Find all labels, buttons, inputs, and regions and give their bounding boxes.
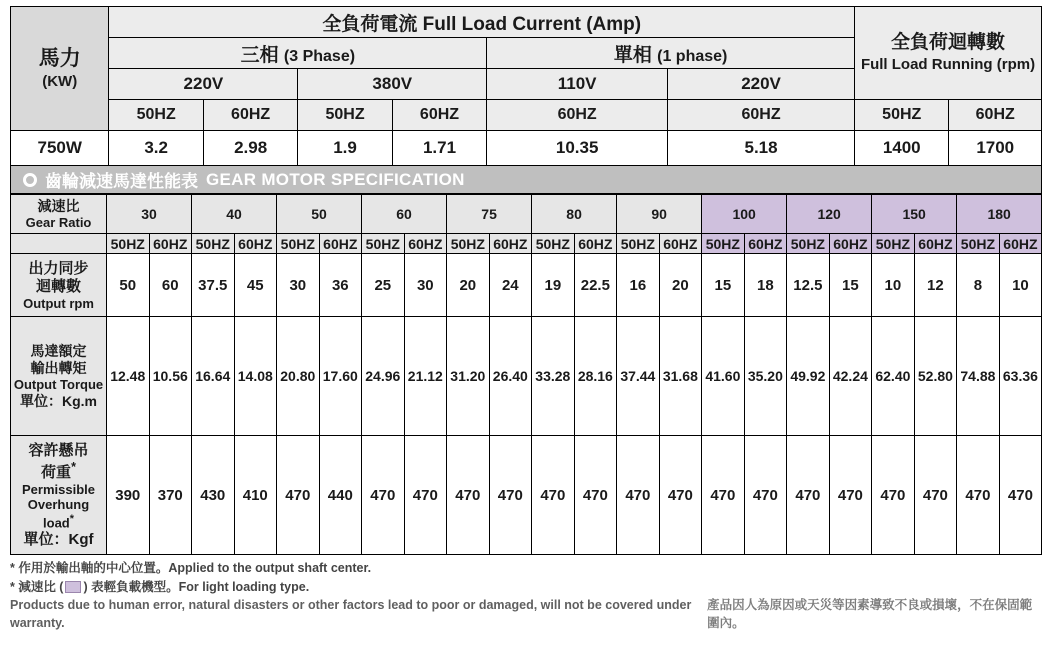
output-torque-row <box>11 317 1042 436</box>
torque-cell-20: 74.88 <box>957 317 1000 436</box>
rpm-cell-20: 8 <box>957 254 1000 317</box>
freq-cell-0: 50HZ <box>109 100 203 131</box>
output-rpm-row <box>11 254 1042 317</box>
current-110v-60hz: 10.35 <box>487 131 668 166</box>
overhung-load-label-en1: Permissible <box>22 481 95 497</box>
phase-1-en: (1 phase) <box>657 47 728 65</box>
hz-100-50: 50HZ <box>702 234 745 254</box>
rpm-cell-13: 20 <box>659 254 702 317</box>
output-torque-label <box>11 317 107 436</box>
ratio-50: 50 <box>277 195 362 234</box>
rpm-cell-18: 10 <box>872 254 915 317</box>
ratio-150: 150 <box>872 195 957 234</box>
torque-cell-0: 12.48 <box>107 317 150 436</box>
load-cell-16: 470 <box>787 436 830 555</box>
hz-90-50: 50HZ <box>617 234 660 254</box>
footnote-2-en: For light loading type. <box>178 579 310 594</box>
load-cell-1: 370 <box>149 436 192 555</box>
rpm-cell-17: 15 <box>829 254 872 317</box>
torque-cell-9: 26.40 <box>489 317 532 436</box>
output-torque-label-tw2: 輸出轉矩 <box>30 360 87 377</box>
footnote-2-cn-a: * 減速比 ( <box>10 579 64 594</box>
overhung-load-label-tw2 <box>13 460 104 482</box>
torque-cell-11: 28.16 <box>574 317 617 436</box>
rpm-cell-8: 20 <box>447 254 490 317</box>
load-cell-4: 470 <box>277 436 320 555</box>
hz-30-50: 50HZ <box>107 234 150 254</box>
overhung-load-label-en2-sup: * <box>69 513 74 526</box>
gear-ratio-row <box>11 195 1042 234</box>
hz-120-60: 60HZ <box>829 234 872 254</box>
target-dot-icon <box>23 173 37 187</box>
output-rpm-label-tw2: 迴轉數 <box>35 277 81 295</box>
hz-90-60: 60HZ <box>659 234 702 254</box>
current-220v-50hz: 3.2 <box>109 131 203 166</box>
hz-75-60: 60HZ <box>489 234 532 254</box>
current-220v-1ph-60hz: 5.18 <box>668 131 855 166</box>
full-load-current-table <box>10 6 1042 166</box>
hz-50-60: 60HZ <box>319 234 362 254</box>
hz-100-60: 60HZ <box>744 234 787 254</box>
load-cell-14: 470 <box>702 436 745 555</box>
overhung-load-label-en2 <box>13 497 104 531</box>
output-torque-label-en: Output Torque <box>13 376 104 392</box>
overhung-load-label-tw2-text: 荷重 <box>41 463 72 481</box>
hz-150-60: 60HZ <box>914 234 957 254</box>
gear-motor-banner <box>10 166 1042 194</box>
gear-ratio-label-tw: 減速比 <box>37 198 80 214</box>
load-cell-8: 470 <box>447 436 490 555</box>
full-load-current-header: 全負荷電流 Full Load Current (Amp) <box>109 7 855 38</box>
phase-3-tw: 三相 <box>240 44 279 66</box>
overhung-load-unit: 單位：Kgf <box>23 530 94 548</box>
footnote-3 <box>10 596 1042 632</box>
gear-ratio-label-en: Gear Ratio <box>25 214 92 230</box>
overhung-load-label-tw2-sup: * <box>71 459 76 474</box>
hz-40-60: 60HZ <box>234 234 277 254</box>
hz-180-50: 50HZ <box>957 234 1000 254</box>
footnote-3-en: Products due to human error, natural disasters or other factors lead to poor or damaged, will not be covered under warranty. <box>10 597 692 630</box>
load-cell-10: 470 <box>532 436 575 555</box>
freq-cell-5: 60HZ <box>668 100 855 131</box>
phase-3-en: (3 Phase) <box>283 47 356 65</box>
hz-180-60: 60HZ <box>999 234 1042 254</box>
torque-cell-3: 14.08 <box>234 317 277 436</box>
current-220v-60hz: 2.98 <box>203 131 297 166</box>
full-load-running-tw: 全負荷迴轉數 <box>891 31 1006 53</box>
load-cell-7: 470 <box>404 436 447 555</box>
voltage-220v-1ph: 220V <box>668 69 855 100</box>
output-torque-label-tw1: 馬達額定 <box>30 343 87 360</box>
load-cell-6: 470 <box>362 436 405 555</box>
freq-cell-1: 60HZ <box>203 100 297 131</box>
load-cell-0: 390 <box>107 436 150 555</box>
torque-cell-1: 10.56 <box>149 317 192 436</box>
load-cell-9: 470 <box>489 436 532 555</box>
load-cell-3: 410 <box>234 436 277 555</box>
rpm-cell-2: 37.5 <box>192 254 235 317</box>
freq-cell-2: 50HZ <box>298 100 392 131</box>
torque-cell-12: 37.44 <box>617 317 660 436</box>
voltage-110v-1ph: 110V <box>487 69 668 100</box>
full-load-running-en: Full Load Running (rpm) <box>860 56 1036 74</box>
hz-150-50: 50HZ <box>872 234 915 254</box>
torque-cell-16: 49.92 <box>787 317 830 436</box>
data-row-750w <box>11 131 1042 166</box>
torque-cell-10: 33.28 <box>532 317 575 436</box>
full-load-running-header <box>855 7 1042 100</box>
load-cell-11: 470 <box>574 436 617 555</box>
hz-50-50: 50HZ <box>277 234 320 254</box>
header-row-1 <box>11 7 1042 38</box>
footnote-2-cn-b: ) 表輕負載機型。 <box>83 579 179 594</box>
hz-60-60: 60HZ <box>404 234 447 254</box>
load-cell-21: 470 <box>999 436 1042 555</box>
load-cell-12: 470 <box>617 436 660 555</box>
load-cell-18: 470 <box>872 436 915 555</box>
hz-80-50: 50HZ <box>532 234 575 254</box>
power-header-cell <box>11 7 109 131</box>
overhung-load-label-tw1: 容許懸吊 <box>28 441 89 459</box>
power-value: 750W <box>11 131 109 166</box>
ratio-90: 90 <box>617 195 702 234</box>
phase-1-tw: 單相 <box>613 44 652 66</box>
running-rpm-50hz: 1400 <box>855 131 949 166</box>
rpm-cell-3: 45 <box>234 254 277 317</box>
freq-cell-7: 60HZ <box>949 100 1042 131</box>
running-rpm-60hz: 1700 <box>949 131 1042 166</box>
torque-cell-2: 16.64 <box>192 317 235 436</box>
current-380v-60hz: 1.71 <box>392 131 486 166</box>
power-header-tw: 馬力 <box>38 46 81 70</box>
hz-80-60: 60HZ <box>574 234 617 254</box>
output-torque-unit: 單位：Kg.m <box>20 392 97 409</box>
ratio-30: 30 <box>107 195 192 234</box>
gear-hz-label-spacer <box>11 234 107 254</box>
rpm-cell-21: 10 <box>999 254 1042 317</box>
load-cell-15: 470 <box>744 436 787 555</box>
torque-cell-8: 31.20 <box>447 317 490 436</box>
rpm-cell-6: 25 <box>362 254 405 317</box>
rpm-cell-7: 30 <box>404 254 447 317</box>
voltage-220v-3ph: 220V <box>109 69 298 100</box>
footnote-1-cn: * 作用於輸出軸的中心位置。 <box>10 561 169 576</box>
hz-30-60: 60HZ <box>149 234 192 254</box>
hz-120-50: 50HZ <box>787 234 830 254</box>
rpm-cell-15: 18 <box>744 254 787 317</box>
current-380v-50hz: 1.9 <box>298 131 392 166</box>
load-cell-20: 470 <box>957 436 1000 555</box>
rpm-cell-11: 22.5 <box>574 254 617 317</box>
rpm-cell-10: 19 <box>532 254 575 317</box>
rpm-cell-5: 36 <box>319 254 362 317</box>
banner-title-tw: 齒輪減速馬達性能表 <box>45 172 198 191</box>
load-cell-19: 470 <box>914 436 957 555</box>
freq-cell-3: 60HZ <box>392 100 486 131</box>
freq-cell-6: 50HZ <box>855 100 949 131</box>
hz-75-50: 50HZ <box>447 234 490 254</box>
rpm-cell-14: 15 <box>702 254 745 317</box>
hz-60-50: 50HZ <box>362 234 405 254</box>
ratio-40: 40 <box>192 195 277 234</box>
ratio-80: 80 <box>532 195 617 234</box>
torque-cell-15: 35.20 <box>744 317 787 436</box>
torque-cell-14: 41.60 <box>702 317 745 436</box>
gear-hz-row <box>11 234 1042 254</box>
light-load-color-swatch <box>65 581 81 593</box>
rpm-cell-0: 50 <box>107 254 150 317</box>
load-cell-2: 430 <box>192 436 235 555</box>
gear-motor-specification-table <box>10 194 1042 555</box>
hz-40-50: 50HZ <box>192 234 235 254</box>
ratio-180: 180 <box>957 195 1042 234</box>
overhung-load-label-en2-text: Overhung load <box>27 497 90 531</box>
power-header-unit: (KW) <box>42 72 78 90</box>
footnote-2 <box>10 578 1042 596</box>
rpm-cell-9: 24 <box>489 254 532 317</box>
torque-cell-18: 62.40 <box>872 317 915 436</box>
torque-cell-17: 42.24 <box>829 317 872 436</box>
torque-cell-6: 24.96 <box>362 317 405 436</box>
torque-cell-21: 63.36 <box>999 317 1042 436</box>
load-cell-17: 470 <box>829 436 872 555</box>
load-cell-5: 440 <box>319 436 362 555</box>
torque-cell-5: 17.60 <box>319 317 362 436</box>
output-rpm-label-en: Output rpm <box>23 295 94 311</box>
rpm-cell-1: 60 <box>149 254 192 317</box>
overhung-load-row <box>11 436 1042 555</box>
ratio-60: 60 <box>362 195 447 234</box>
voltage-380v-3ph: 380V <box>298 69 487 100</box>
torque-cell-7: 21.12 <box>404 317 447 436</box>
rpm-cell-19: 12 <box>914 254 957 317</box>
ratio-120: 120 <box>787 195 872 234</box>
torque-cell-19: 52.80 <box>914 317 957 436</box>
rpm-cell-4: 30 <box>277 254 320 317</box>
phase-group-1phase <box>487 38 855 69</box>
footnotes <box>10 555 1042 632</box>
torque-cell-4: 20.80 <box>277 317 320 436</box>
footnote-1 <box>10 559 1042 577</box>
torque-cell-13: 31.68 <box>659 317 702 436</box>
overhung-load-label <box>11 436 107 555</box>
output-rpm-label-tw1: 出力同步 <box>28 259 89 277</box>
ratio-75: 75 <box>447 195 532 234</box>
gear-ratio-label <box>11 195 107 234</box>
load-cell-13: 470 <box>659 436 702 555</box>
freq-cell-4: 60HZ <box>487 100 668 131</box>
header-row-frequencies <box>11 100 1042 131</box>
rpm-cell-12: 16 <box>617 254 660 317</box>
phase-group-3phase <box>109 38 487 69</box>
footnote-1-en: Applied to the output shaft center. <box>168 561 372 576</box>
footnote-3-cn: 產品因人為原因或天災等因素導致不良或損壞，不在保固範圍內。 <box>707 597 1033 630</box>
output-rpm-label <box>11 254 107 317</box>
banner-title-en: GEAR MOTOR SPECIFICATION <box>206 169 465 189</box>
rpm-cell-16: 12.5 <box>787 254 830 317</box>
ratio-100: 100 <box>702 195 787 234</box>
